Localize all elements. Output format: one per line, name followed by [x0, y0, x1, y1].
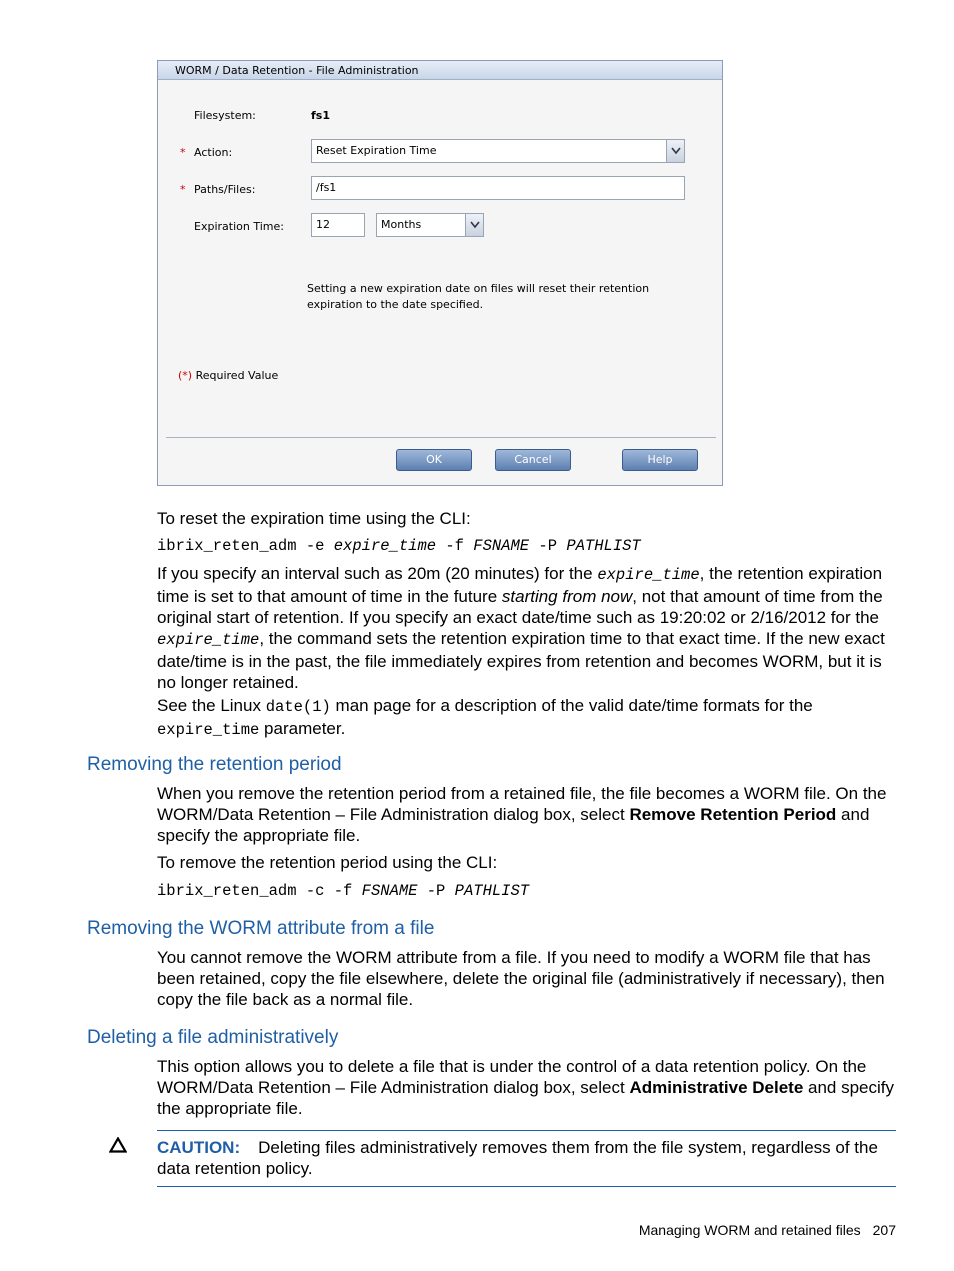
page-footer — [639, 1222, 896, 1238]
required-note-mark: (*) — [178, 369, 193, 382]
command-reset — [157, 537, 641, 555]
expiration-label: Expiration Time: — [194, 220, 284, 233]
action-label: Action: — [194, 146, 233, 159]
text: , the command sets the retention expiration time to that exact time. If the new exact date/time is in the past, the file immediately expires from retention and becomes WORM, but it is no longer retained. — [157, 629, 885, 692]
caution-note — [157, 1137, 899, 1179]
cmd-text: -f — [436, 537, 474, 555]
command-remove — [157, 882, 529, 900]
paragraph-remove-cli: To remove the retention period using the CLI: — [157, 853, 498, 872]
text: parameter. — [259, 719, 346, 738]
cmd-arg: expire_time — [333, 537, 437, 555]
caution-text: Deleting files administratively removes them from the file system, regardless of the data retention policy. — [157, 1138, 878, 1178]
cmd-text: ibrix_reten_adm -e — [157, 537, 334, 555]
action-select[interactable] — [311, 139, 685, 163]
heading-deleting-file: Deleting a file administratively — [87, 1027, 339, 1048]
warning-triangle-icon — [109, 1137, 127, 1158]
dialog-title: WORM / Data Retention - File Administration — [158, 61, 722, 80]
cmd-arg: FSNAME — [361, 882, 418, 900]
cmd-arg: PATHLIST — [454, 882, 530, 900]
filesystem-value: fs1 — [311, 109, 330, 122]
action-select-value: Reset Expiration Time — [316, 144, 437, 157]
file-administration-dialog — [157, 60, 723, 486]
paragraph-reset-cli: To reset the expiration time using the CLI: — [157, 509, 471, 528]
inline-code: expire_time — [597, 566, 700, 584]
paths-required-star: * — [180, 183, 186, 196]
inline-code: expire_time — [157, 721, 260, 739]
text: and specify the appropriate file. — [157, 805, 870, 845]
paths-input[interactable]: /fs1 — [311, 176, 685, 200]
expiration-amount-input[interactable]: 12 — [311, 213, 365, 237]
page-number: 207 — [872, 1222, 896, 1238]
paragraph-worm-attribute: You cannot remove the WORM attribute from a file. If you need to modify a WORM file that has been retained, copy the file elsewhere, delete the original file (administratively if necessary), then copy the file back as a normal file. — [157, 948, 885, 1009]
heading-removing-worm-attribute: Removing the WORM attribute from a file — [87, 918, 435, 939]
paragraph-remove-retention — [157, 783, 899, 846]
caution-label: CAUTION: — [157, 1138, 241, 1157]
cmd-arg: PATHLIST — [566, 537, 641, 555]
text: , not that amount of time from the original start of retention. If you specify an exact date/time such as 19:20:02 or 2/16/2012 for the — [157, 587, 883, 627]
ok-button[interactable]: OK — [396, 449, 472, 471]
text: See the Linux — [157, 696, 266, 715]
required-value-note — [178, 369, 278, 382]
chevron-down-icon[interactable] — [465, 214, 483, 236]
footer-section: Managing WORM and retained files — [638, 1222, 861, 1238]
inline-code: date(1) — [265, 698, 331, 716]
paragraph-interval — [157, 563, 899, 693]
dialog-separator — [166, 437, 716, 438]
dialog-note: Setting a new expiration date on files will reset their retention expiration to the date specified. — [307, 282, 650, 311]
help-button[interactable]: Help — [622, 449, 698, 471]
cmd-text: -P — [529, 537, 567, 555]
filesystem-label: Filesystem: — [194, 109, 256, 122]
expiration-unit-select[interactable] — [376, 213, 484, 237]
text: If you specify an interval such as 20m (20 minutes) for the — [157, 564, 598, 583]
inline-code: expire_time — [157, 631, 260, 649]
text: When you remove the retention period from a retained file, the file becomes a WORM file. On the WORM/Data Retention – File Administration dialog box, select — [157, 784, 887, 824]
caution-bottom-rule — [157, 1186, 896, 1187]
cancel-button[interactable]: Cancel — [495, 449, 571, 471]
paragraph-admin-delete — [157, 1056, 899, 1119]
ui-term: Administrative Delete — [629, 1078, 804, 1097]
ui-term: Remove Retention Period — [629, 805, 837, 824]
expiration-unit-value: Months — [381, 218, 422, 231]
action-required-star: * — [180, 146, 186, 159]
paragraph-linux-date — [157, 695, 899, 741]
cmd-arg: FSNAME — [473, 537, 530, 555]
text: This option allows you to delete a file that is under the control of a data retention policy. On the WORM/Data Retention – File Administration dialog box, select — [157, 1057, 867, 1097]
paths-label: Paths/Files: — [194, 183, 256, 196]
heading-removing-retention-period: Removing the retention period — [87, 754, 342, 775]
text: , the retention expiration time is set to that amount of time in the future — [157, 564, 883, 606]
cmd-text: ibrix_reten_adm -c -f — [157, 882, 362, 900]
caution-top-rule — [157, 1130, 896, 1131]
cmd-text: -P — [417, 882, 455, 900]
text: man page for a description of the valid date/time formats for the — [330, 696, 813, 715]
chevron-down-icon[interactable] — [666, 140, 684, 162]
emphasis: starting from now — [501, 587, 633, 606]
required-note-text: Required Value — [192, 369, 279, 382]
text: and specify the appropriate file. — [157, 1078, 895, 1118]
